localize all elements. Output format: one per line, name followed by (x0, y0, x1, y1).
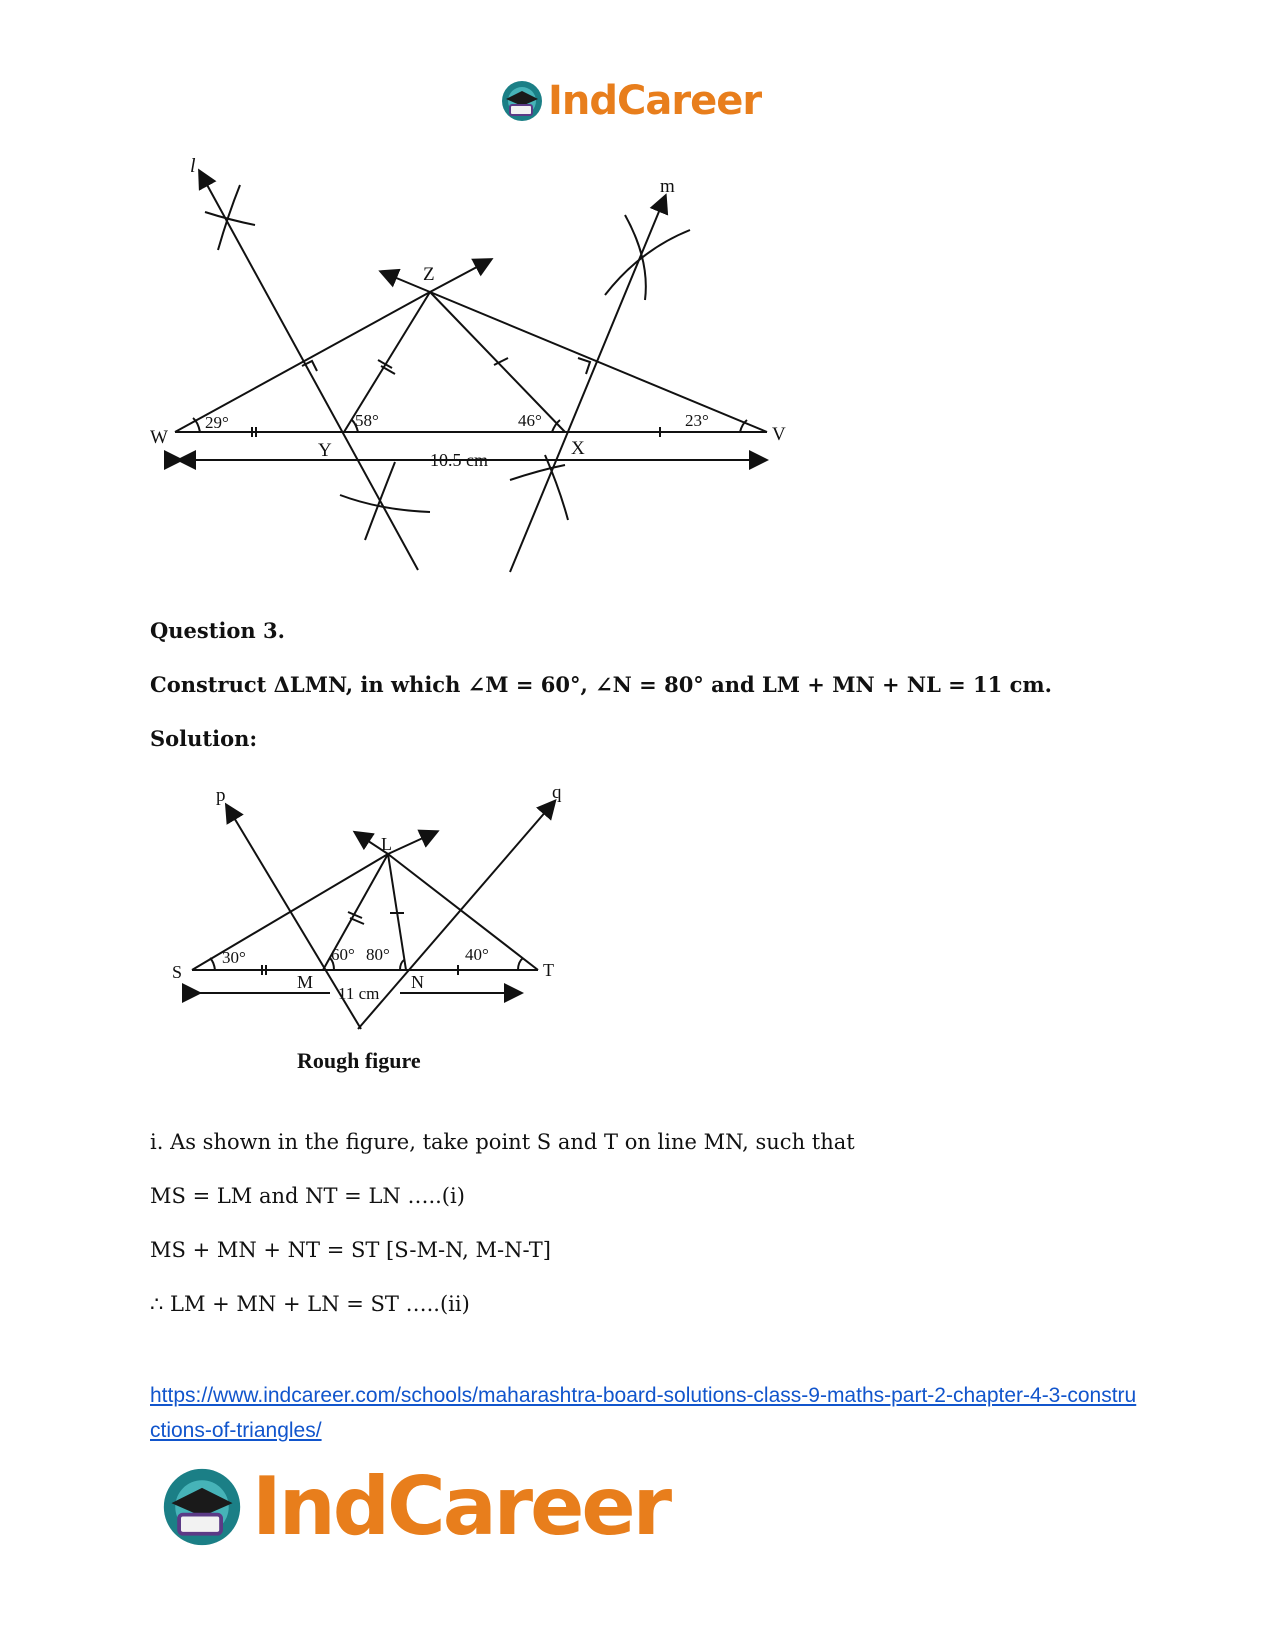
label-p: p (216, 785, 226, 806)
label-m: m (660, 176, 675, 197)
indcareer-logo-top (500, 78, 761, 124)
question-heading: Question 3. (150, 618, 285, 643)
label-W: W (150, 427, 168, 448)
step-3: MS + MN + NT = ST [S-M-N, M-N-T] (150, 1238, 551, 1262)
angle-t: 40° (465, 945, 489, 964)
question-text: Construct ΔLMN, in which ∠M = 60°, ∠N = 80° and LM + MN + NL = 11 cm. (150, 672, 1052, 697)
length-label-2: 11 cm (338, 984, 380, 1003)
step-1: i. As shown in the figure, take point S and T on line MN, such that (150, 1130, 855, 1154)
angle-y: 58° (355, 411, 379, 430)
logo-text: IndCareer (252, 1460, 670, 1553)
label-S: S (172, 962, 183, 982)
label-q: q (552, 782, 562, 803)
label-Y: Y (318, 440, 332, 461)
graduation-globe-icon (160, 1465, 244, 1549)
step-4: ∴ LM + MN + LN = ST …..(ii) (150, 1292, 470, 1316)
angle-s: 30° (222, 948, 246, 967)
label-Z: Z (423, 264, 435, 285)
label-N: N (411, 972, 424, 992)
graduation-globe-icon (500, 79, 544, 123)
label-V: V (772, 424, 786, 445)
rough-figure (160, 780, 580, 1080)
angle-n: 80° (366, 945, 390, 964)
label-M: M (297, 972, 314, 992)
label-X: X (571, 438, 585, 459)
label-l: l (190, 155, 196, 177)
angle-x: 46° (518, 411, 542, 430)
angle-w: 29° (205, 413, 229, 432)
construction-figure-1 (140, 145, 800, 585)
solution-label: Solution: (150, 726, 258, 751)
figure-caption: Rough figure (297, 1048, 421, 1073)
label-T: T (543, 960, 554, 980)
length-label: 10.5 cm (430, 450, 488, 470)
angle-v: 23° (685, 411, 709, 430)
angle-m: 60° (331, 945, 355, 964)
step-2: MS = LM and NT = LN …..(i) (150, 1184, 465, 1208)
source-link[interactable]: https://www.indcareer.com/schools/maharashtra-board-solutions-class-9-maths-part-2-chapter-4-3-constructions-of-triangles/ (150, 1384, 1137, 1442)
indcareer-logo-bottom (160, 1460, 669, 1553)
label-L: L (381, 834, 392, 854)
logo-text: IndCareer (548, 78, 762, 124)
